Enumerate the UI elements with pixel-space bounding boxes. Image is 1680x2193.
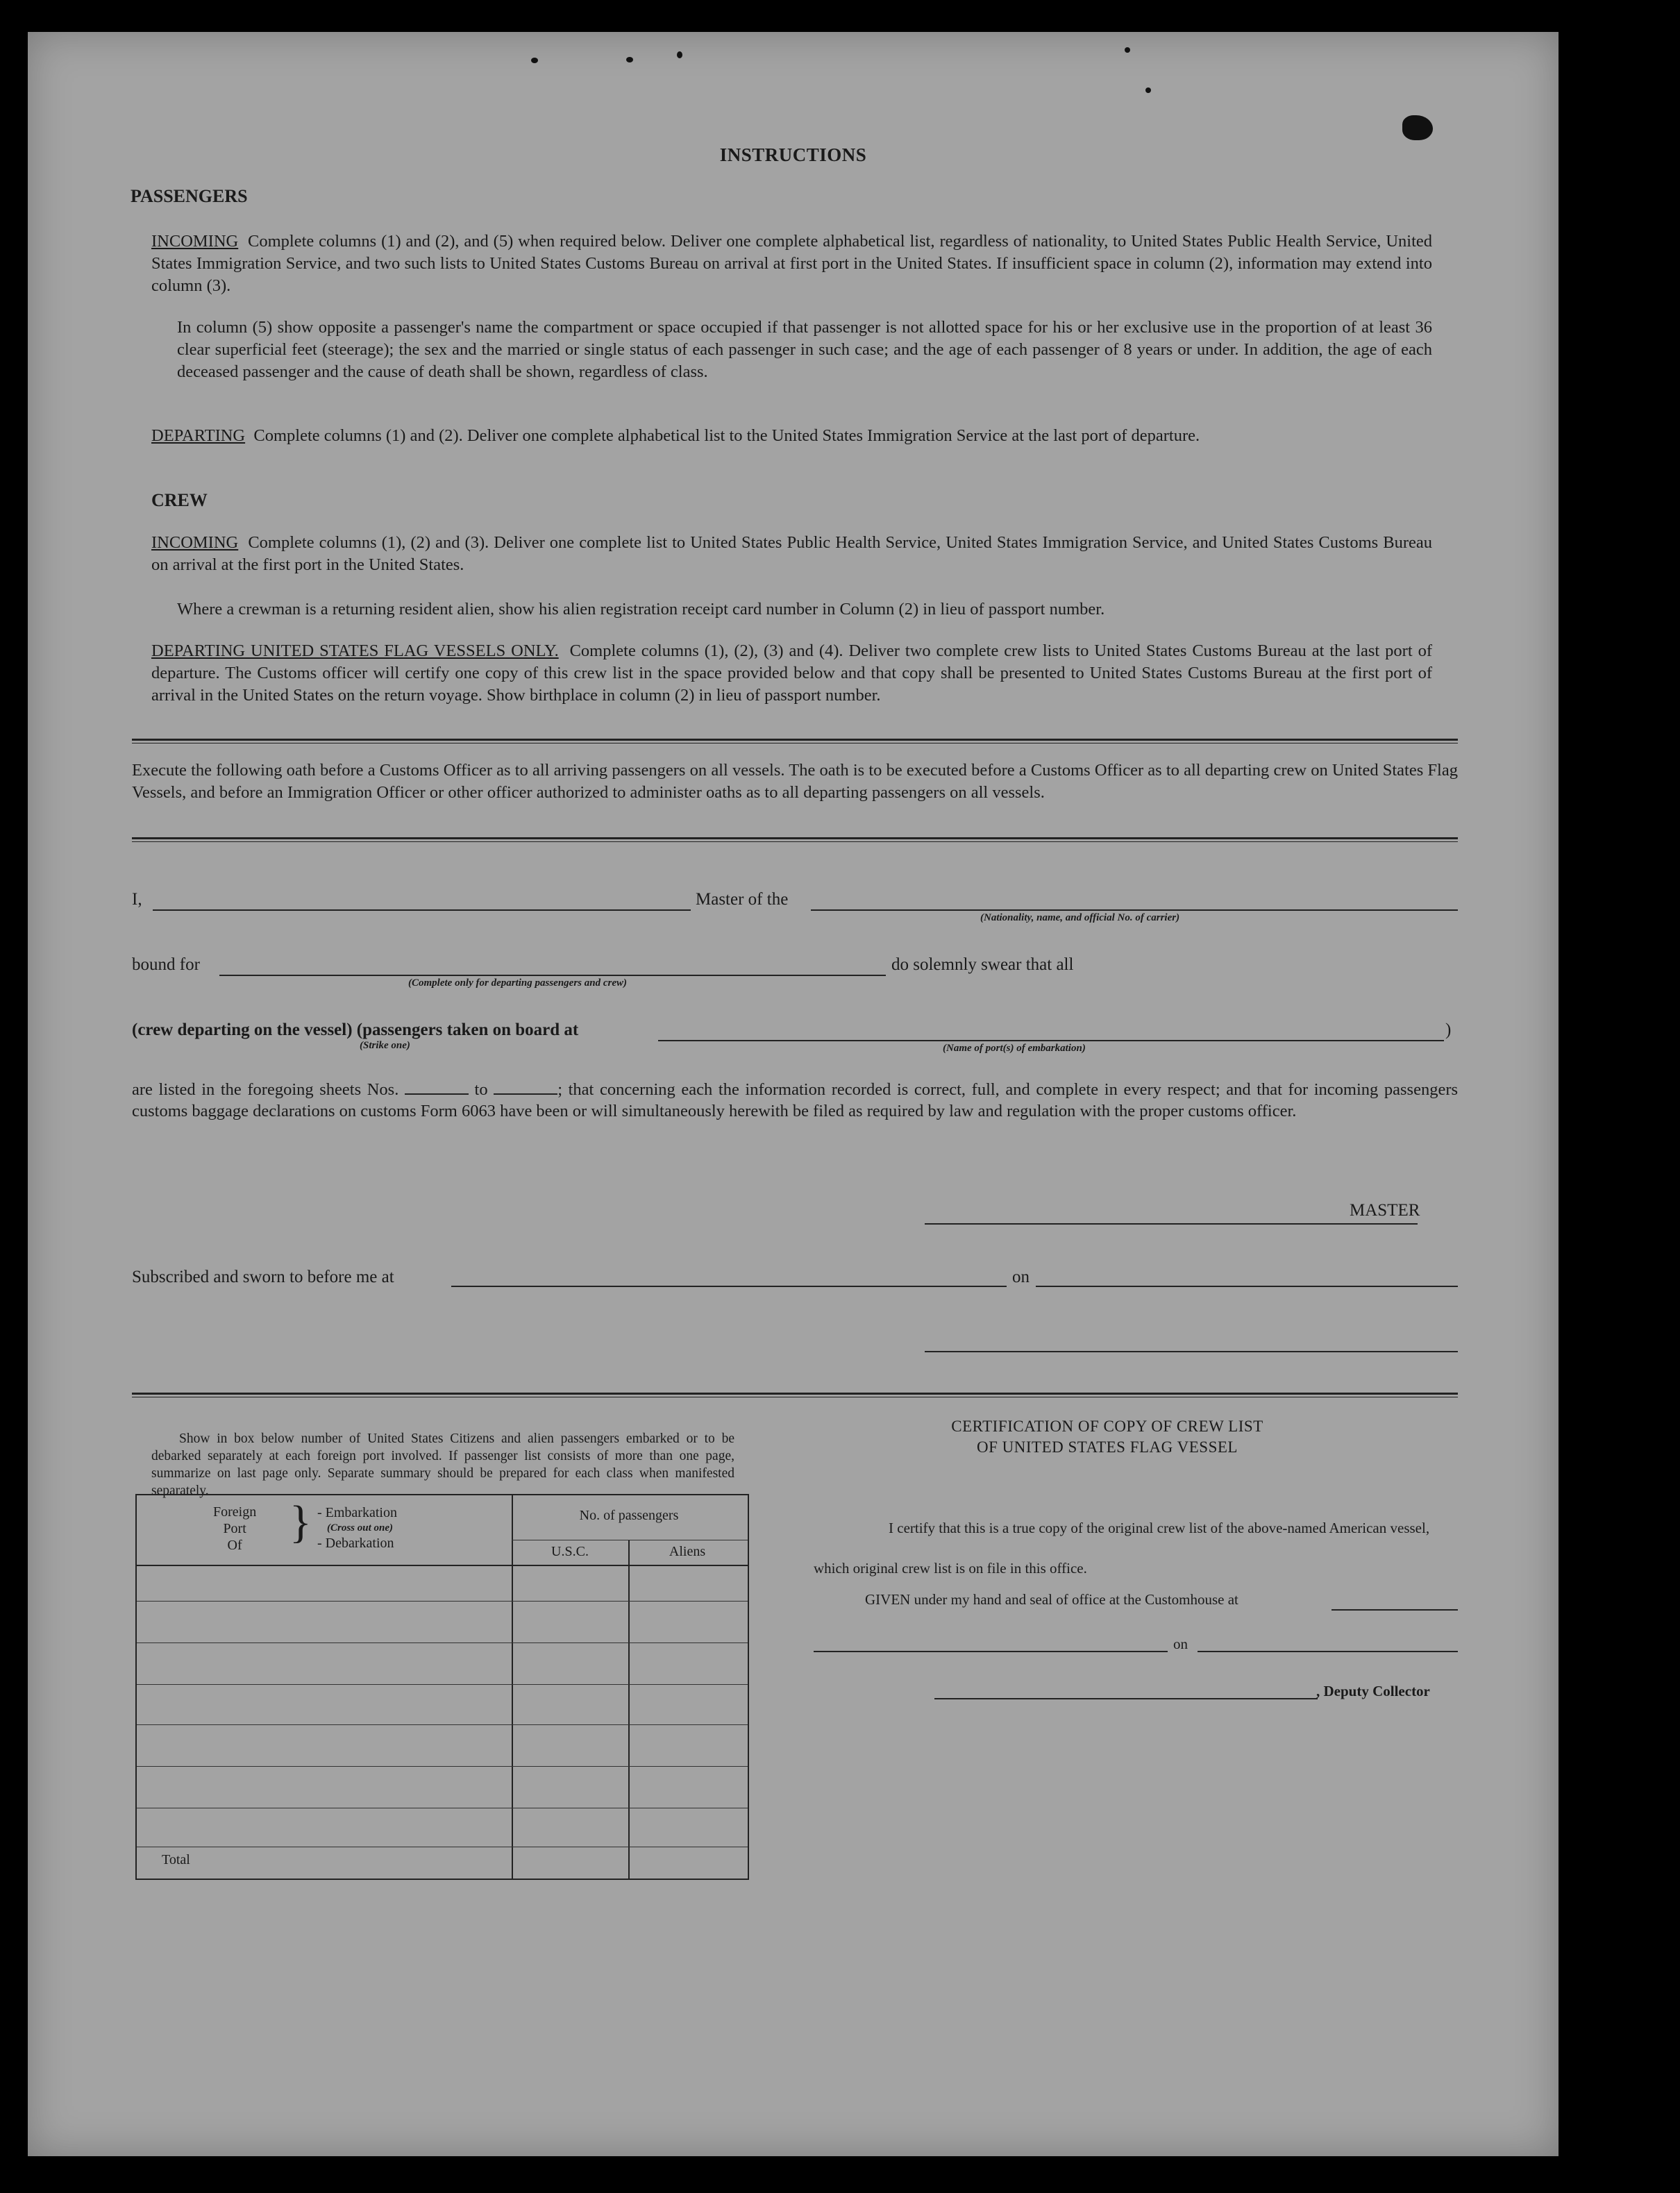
- bound-for-field[interactable]: [219, 975, 886, 976]
- subscribed-on-label: on: [1012, 1268, 1030, 1286]
- summary-instructions: Show in box below number of United States Citizens and alien passengers embarked or to be debarked separately at each foreign port involved. If passenger list consists of more than one page, summarize on last page only. Separate summary should be prepared for each class when manifested separately.: [151, 1431, 734, 1498]
- master-of-label: Master of the: [696, 890, 789, 909]
- crew-departing-label: (crew departing on the vessel) (passengers taken on board at: [132, 1020, 579, 1039]
- certification-title-line2: OF UNITED STATES FLAG VESSEL: [977, 1438, 1238, 1456]
- officer-signature-field[interactable]: [925, 1351, 1458, 1352]
- sheets-from-field[interactable]: [405, 1079, 469, 1095]
- divider: [132, 739, 1458, 743]
- given-text: GIVEN under my hand and seal of office at the Customhouse at: [865, 1591, 1238, 1608]
- certify-text: I certify that this is a true copy of the original crew list of the above-named American vessel, which original crew list is on file in this office.: [814, 1520, 1430, 1577]
- master-signature-field[interactable]: [925, 1223, 1418, 1225]
- row-line: [137, 1684, 748, 1685]
- certification-on-label: on: [1173, 1636, 1188, 1652]
- strike-one-note: (Strike one): [360, 1040, 410, 1051]
- brace-icon: }: [289, 1497, 312, 1547]
- crew-departing-text: Complete columns (1), (2), (3) and (4). Deliver two complete crew lists to United States Customs Bureau at the last port of departure. The Customs officer will certify one copy of this crew list in the space provided below and that copy shall be presented to United States Customs Bureau at the first port of arrival in the United States on the return voyage. Show birthplace in column (2) in lieu of passport number.: [151, 641, 1432, 705]
- deputy-collector-label: , Deputy Collector: [1316, 1683, 1430, 1699]
- aliens-header: Aliens: [669, 1544, 706, 1559]
- passengers-departing-label: DEPARTING: [151, 426, 246, 445]
- speck: [1145, 87, 1151, 93]
- master-label: MASTER: [1350, 1201, 1420, 1220]
- divider: [132, 837, 1458, 842]
- form-sheet: [28, 32, 1559, 2156]
- speck: [1125, 47, 1130, 53]
- passengers-column5: In column (5) show opposite a passenger's name the compartment or space occupied if that passenger is not allotted space for his or her exclusive use in the proportion of at least 36 clear superficial feet (steerage); the sex and the married or single status of each passenger in such case; and the age of each passenger of 8 years or under. In addition, the age of each deceased passenger and the cause of death shall be shown, regardless of class.: [177, 318, 1432, 381]
- crew-incoming-text: Complete columns (1), (2) and (3). Deliver one complete list to United States Public Health Service, United States Immigration Service, and United States Customs Bureau on arrival at the first port in the United States.: [151, 533, 1433, 574]
- embarkation-label: - Embarkation: [317, 1505, 397, 1520]
- subscribed-place-field[interactable]: [451, 1286, 1007, 1287]
- customhouse-field[interactable]: [1332, 1609, 1458, 1611]
- total-label: Total: [162, 1852, 190, 1867]
- crew-incoming-label: INCOMING: [151, 533, 239, 552]
- ports-field[interactable]: [658, 1040, 1444, 1041]
- subscribed-label: Subscribed and sworn to before me at: [132, 1268, 394, 1286]
- ports-note: (Name of port(s) of embarkation): [943, 1043, 1086, 1054]
- row-line: [137, 1766, 748, 1767]
- no-passengers-header: No. of passengers: [579, 1508, 679, 1523]
- bound-for-label: bound for: [132, 955, 200, 974]
- sheets-label: are listed in the foregoing sheets Nos.: [132, 1080, 399, 1099]
- complete-only-note: (Complete only for departing passengers and crew): [408, 977, 627, 989]
- oath-statement: [132, 1079, 1458, 1122]
- certification-date-field[interactable]: [1198, 1651, 1458, 1652]
- carrier-field[interactable]: [811, 909, 1458, 911]
- crew-departing-label: DEPARTING UNITED STATES FLAG VESSELS ONLY.: [151, 641, 559, 660]
- passengers-incoming-text: Complete columns (1) and (2), and (5) when required below. Deliver one complete alphabetical list, regardless of nationality, to United States Public Health Service, United States Immigration Service, and two such lists to United States Customs Bureau on arrival at first port in the United States. If insufficient space in column (2), information may extend into column (3).: [151, 232, 1433, 295]
- passengers-incoming-label: INCOMING: [151, 232, 239, 251]
- speck: [531, 58, 538, 63]
- passengers-heading: PASSENGERS: [131, 186, 248, 206]
- port-header-foreign: Foreign: [213, 1504, 257, 1520]
- cross-out-note: (Cross out one): [327, 1522, 394, 1534]
- oath-i-label: I,: [132, 890, 142, 909]
- sheets-to-field[interactable]: [494, 1079, 557, 1095]
- crew-departing: [151, 640, 1432, 707]
- ink-blot: [1402, 115, 1433, 140]
- divider: [132, 1393, 1458, 1397]
- oath-intro: Execute the following oath before a Customs Officer as to all arriving passengers on all vessels. The oath is to be executed before a Customs Officer as to all departing crew on United States Flag Vessels, and before an Immigration Officer or other officer authorized to administer oaths as to all departing passengers on all vessels.: [132, 761, 1458, 802]
- page-title: INSTRUCTIONS: [719, 144, 867, 165]
- row-line: [137, 1601, 748, 1602]
- crew-incoming: [151, 532, 1432, 576]
- row-line: [137, 1724, 748, 1725]
- row-line: [137, 1642, 748, 1643]
- crew-heading: CREW: [151, 490, 208, 510]
- port-header-of: Of: [227, 1538, 242, 1553]
- certification-title: [819, 1416, 1395, 1458]
- master-name-field[interactable]: [153, 909, 691, 911]
- solemnly-swear-label: do solemnly swear that all: [891, 955, 1074, 974]
- certification-place-field[interactable]: [814, 1651, 1168, 1652]
- usc-header: U.S.C.: [551, 1544, 589, 1559]
- passengers-departing: [151, 425, 1432, 447]
- port-header-port: Port: [223, 1521, 246, 1536]
- speck: [626, 57, 633, 62]
- crew-alien-note: Where a crewman is a returning resident alien, show his alien registration receipt card number in Column (2) in lieu of passport number.: [177, 600, 1105, 619]
- certification-title-line1: CERTIFICATION OF COPY OF CREW LIST: [951, 1418, 1263, 1435]
- port-header: [213, 1504, 256, 1554]
- passenger-summary-table: [135, 1494, 749, 1880]
- speck: [677, 51, 682, 58]
- sheets-to-label: to: [474, 1080, 488, 1099]
- deputy-signature-field[interactable]: [934, 1698, 1318, 1699]
- debarkation-label: - Debarkation: [317, 1536, 394, 1551]
- embark-debark-header: [317, 1505, 397, 1551]
- subscribed-date-field[interactable]: [1036, 1286, 1458, 1287]
- header-bottom: [137, 1565, 748, 1566]
- close-paren: ): [1445, 1020, 1452, 1039]
- oath-statement-text: ; that concerning each the information recorded is correct, full, and complete in every respect; and that for incoming passengers customs baggage declarations on customs Form 6063 have been or will simultaneously herewith be filed as required by law and regulation with the proper customs officer.: [132, 1080, 1459, 1120]
- col-divider: [628, 1540, 630, 1879]
- passengers-incoming: [151, 230, 1432, 297]
- nationality-note: (Nationality, name, and official No. of carrier): [980, 912, 1180, 923]
- passengers-departing-text: Complete columns (1) and (2). Deliver one complete alphabetical list to the United States Immigration Service at the last port of departure.: [253, 426, 1200, 445]
